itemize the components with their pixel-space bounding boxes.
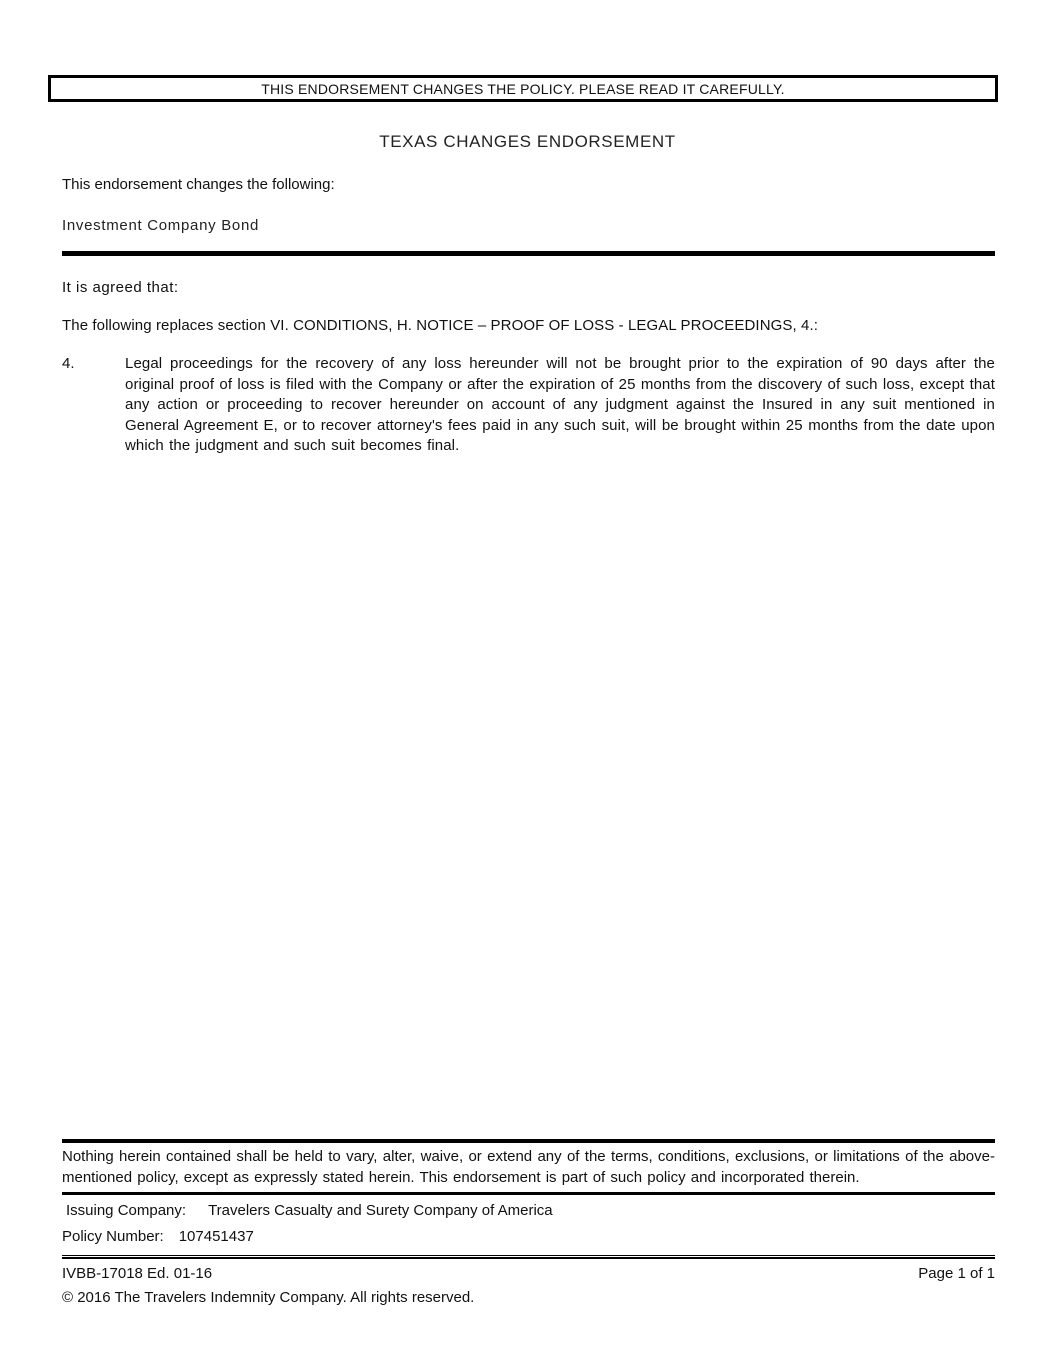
agreement-lead-text: It is agreed that: [62,279,179,296]
clause-number: 4. [62,355,75,372]
clause-text: Legal proceedings for the recovery of any loss hereunder will not be brought prior to the expiration of 90 days after the original proof of loss is filed with the Company or after the expiration of 25 months from the discovery of such loss, except that any action or proceeding to recover hereunder on account of any judgment against the Insured in any suit mentioned in General Agreement E, or to recover attorney's fees paid in any such suit, will be brought within 25 months from the date upon which the judgment and such suit becomes final. [125,355,995,455]
document-title: TEXAS CHANGES ENDORSEMENT [379,132,676,151]
policy-change-notice-box [48,75,998,102]
footer-bottom-rule [62,1255,995,1259]
page-indicator: Page 1 of 1 [918,1265,995,1282]
issuing-company-label: Issuing Company: [66,1202,187,1219]
policy-number-row [62,1228,995,1245]
policy-number-label: Policy Number: [62,1228,164,1245]
replacement-intro-text: The following replaces section VI. CONDITIONS, H. NOTICE – PROOF OF LOSS - LEGAL PROCEEDINGS, 4.: [62,317,819,334]
form-number: IVBB-17018 Ed. 01-16 [62,1265,213,1282]
form-identification-row [62,1265,995,1282]
policy-type-value: Investment Company Bond [62,217,260,234]
changes-following-label: This endorsement changes the following: [62,176,335,193]
disclaimer-bottom-rule [62,1192,995,1195]
policy-number-value: 107451437 [178,1228,254,1245]
disclaimer-text: Nothing herein contained shall be held to vary, alter, waive, or extend any of the terms, conditions, exclusions, or limitations of the above-mentioned policy, except as expressly stated herein. This endorsement is part of such policy and incorporated therein. [62,1148,995,1186]
issuing-company-row [62,1202,995,1219]
footer-top-rule [62,1139,995,1143]
clause-4-row [62,354,995,457]
section-divider-rule [62,251,995,256]
copyright-text: © 2016 The Travelers Indemnity Company. All rights reserved. [62,1289,475,1306]
policy-change-notice-text: THIS ENDORSEMENT CHANGES THE POLICY. PLEASE READ IT CAREFULLY. [261,80,785,97]
footer-block [62,1139,995,1306]
issuing-company-value: Travelers Casualty and Surety Company of America [208,1202,553,1219]
